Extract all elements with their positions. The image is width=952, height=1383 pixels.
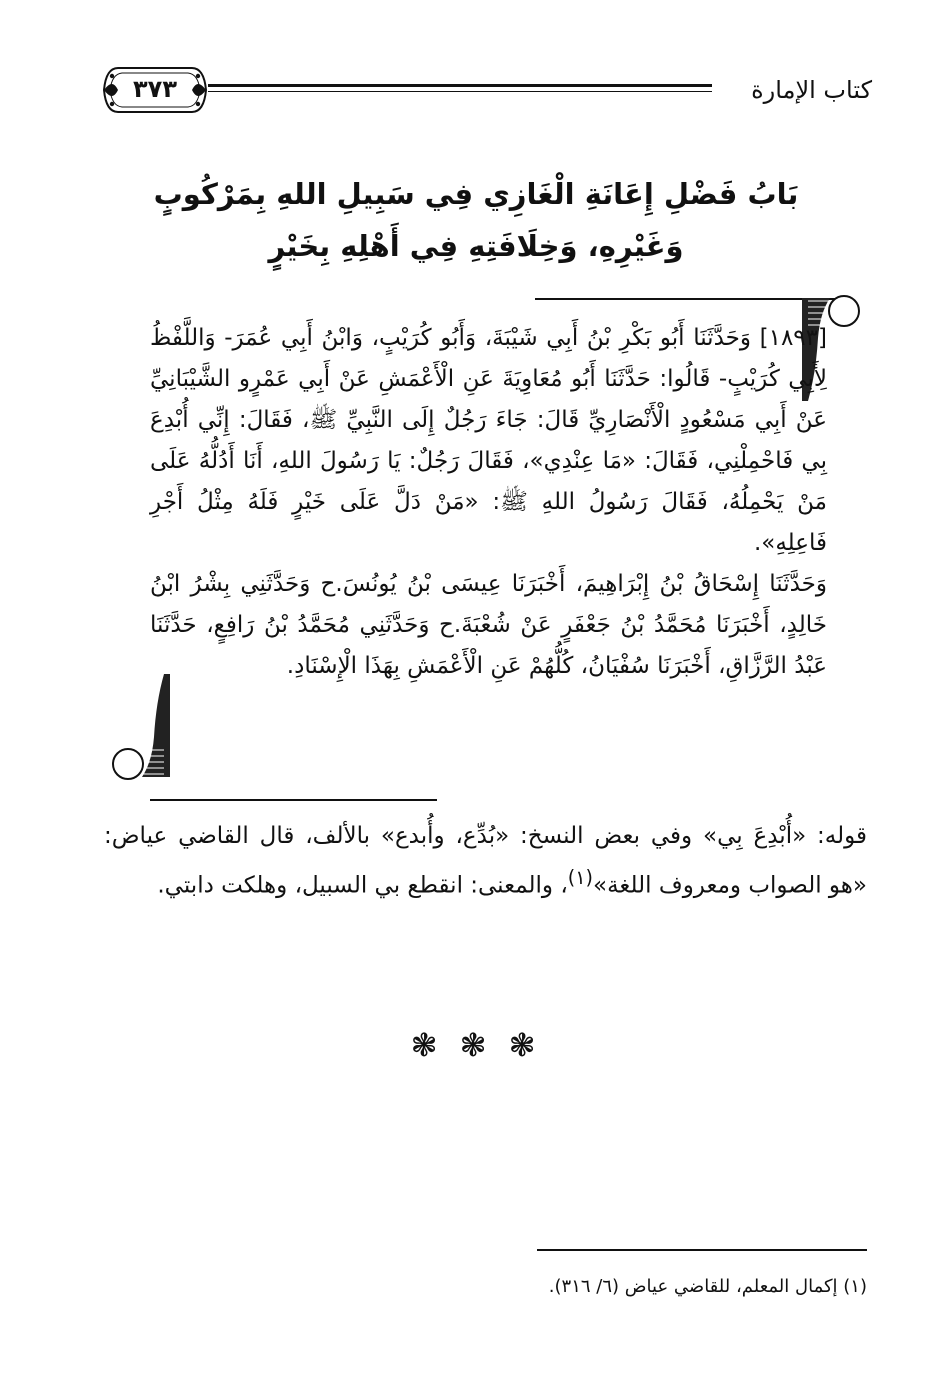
page-number-badge bbox=[100, 62, 210, 118]
commentary-paragraph bbox=[104, 815, 867, 907]
section-divider-ornament: ❃ ❃ ❃ bbox=[410, 1026, 542, 1064]
corner-ornament-icon bbox=[108, 672, 172, 782]
chapter-title bbox=[120, 168, 832, 272]
commentary-text: قوله: «أُبْدِعَ بِي» وفي بعض النسخ: «بُدِّع، وأُبدع» بالألف، قال القاضي عياض: «هو الصواب ومعروف اللغة» bbox=[104, 823, 867, 899]
commentary bbox=[104, 815, 867, 907]
hadith-text bbox=[150, 318, 827, 687]
header-double-rule bbox=[208, 84, 712, 96]
running-head: كتاب الإمارة bbox=[751, 76, 872, 104]
frame-top-rule bbox=[535, 298, 842, 300]
hadith-paragraph: وَحَدَّثَنَا إِسْحَاقُ بْنُ إِبْرَاهِيمَ، أَخْبَرَنَا عِيسَى بْنُ يُونُسَ.ح وَحَدَّثَنِي بِشْرُ ابْنُ خَالِدٍ، أَخْبَرَنَا مُحَمَّدُ بْنُ جَعْفَرٍ عَنْ شُعْبَةَ.ح وَحَدَّثَنِي مُحَمَّدُ بْنُ رَافِعٍ، حَدَّثَنَا عَبْدُ الرَّزَّاقِ، أَخْبَرَنَا سُفْيَانُ، كُلُّهُمْ عَنِ الْأَعْمَشِ بِهَذَا الْإِسْنَادِ. bbox=[150, 571, 827, 679]
footnote-rule bbox=[537, 1249, 867, 1251]
hadith-paragraph: [١٨٩٣] وَحَدَّثَنَا أَبُو بَكْرِ بْنُ أَبِي شَيْبَةَ، وَأَبُو كُرَيْبٍ، وَابْنُ أَبِي عُمَرَ- وَاللَّفْظُ لِأَبِي كُرَيْبٍ- قَالُوا: حَدَّثَنَا أَبُو مُعَاوِيَةَ عَنِ الْأَعْمَشِ عَنْ أَبِي عَمْرٍو الشَّيْبَانِيِّ عَنْ أَبِي مَسْعُودٍ الْأَنْصَارِيِّ قَالَ: جَاءَ رَجُلٌ إِلَى النَّبِيِّ ﷺ، فَقَالَ: إِنِّي أُبْدِعَ بِي فَاحْمِلْنِي، فَقَالَ: «مَا عِنْدِي»، فَقَالَ رَجُلٌ: يَا رَسُولَ اللهِ، أَنَا أَدُلُّهُ عَلَى مَنْ يَحْمِلُهُ، فَقَالَ رَسُولُ اللهِ ﷺ: «مَنْ دَلَّ عَلَى خَيْرٍ فَلَهُ مِثْلُ أَجْرِ فَاعِلِهِ». bbox=[150, 325, 827, 556]
footnote: (١) إكمال المعلم، للقاضي عياض (٦/ ٣١٦). bbox=[548, 1276, 867, 1297]
chapter-title-line: بَابُ فَضْلِ إِعَانَةِ الْغَازِي فِي سَبِيلِ اللهِ بِمَرْكُوبٍ bbox=[153, 177, 799, 211]
commentary-text: ، والمعنى: انقطع بي السبيل، وهلكت دابتي. bbox=[157, 872, 568, 899]
footnote-marker[interactable]: (١) bbox=[567, 866, 594, 889]
frame-bottom-rule bbox=[150, 799, 437, 801]
page-header bbox=[100, 62, 872, 138]
page-number: ٣٧٣ bbox=[133, 75, 177, 103]
chapter-title-line: وَغَيْرِهِ، وَخِلَافَتِهِ فِي أَهْلِهِ بِخَيْرٍ bbox=[268, 229, 684, 263]
